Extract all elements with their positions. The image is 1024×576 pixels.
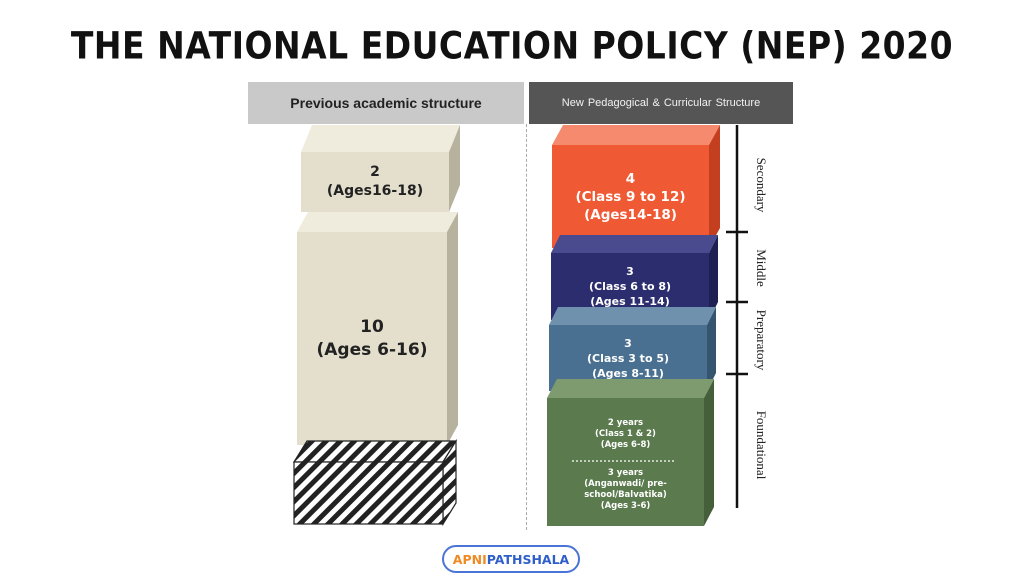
- secondary-ages: (Ages14-18): [584, 206, 677, 223]
- foundational-lower-line2: school/Balvatika): [584, 490, 667, 500]
- foundational-lower-ages: (Ages 3-6): [600, 501, 651, 511]
- foundational-lower-label: [547, 464, 704, 516]
- foundational-upper-classes: (Class 1 & 2): [595, 428, 656, 439]
- brand-part1: APNI: [452, 551, 487, 567]
- preparatory-years: 3: [624, 336, 632, 350]
- foundational-upper-ages: (Ages 6-8): [600, 439, 651, 450]
- foundational-lower-years: 3 years: [607, 468, 644, 478]
- old-block-2-label: [301, 152, 449, 212]
- stage-label-preparatory: Preparatory: [754, 309, 769, 371]
- middle-ages: (Ages 11-14): [590, 295, 670, 308]
- secondary-classes: (Class 9 to 12): [575, 188, 686, 205]
- brand-part2: PATHSHALA: [486, 551, 570, 567]
- previous-structure-header-label: Previous academic structure: [290, 95, 482, 111]
- middle-block-label: [551, 253, 709, 320]
- stage-label-secondary: Secondary: [754, 157, 769, 213]
- middle-classes: (Class 6 to 8): [588, 280, 672, 293]
- old-block-2-years: 2: [370, 164, 380, 180]
- page-title: THE NATIONAL EDUCATION POLICY (NEP) 2020: [70, 23, 954, 68]
- secondary-block-label: [552, 145, 709, 248]
- preparatory-classes: (Class 3 to 5): [586, 351, 670, 365]
- foundational-lower-line1: (Anganwadi/ pre-: [584, 479, 667, 489]
- apni-pathshala-logo: [442, 545, 580, 573]
- foundational-upper-years: 2 years: [607, 417, 644, 428]
- old-block-10-label: [297, 232, 447, 445]
- stage-label-middle: Middle: [754, 249, 769, 287]
- old-block-10-ages: (Ages 6-16): [316, 339, 428, 360]
- middle-years: 3: [626, 265, 634, 278]
- preparatory-ages: (Ages 8-11): [592, 366, 664, 380]
- hatched-base-block: [294, 441, 456, 524]
- old-block-2-ages: (Ages16-18): [326, 183, 424, 199]
- stage-axis: [726, 125, 748, 508]
- preparatory-block-label: [549, 325, 707, 391]
- stage-label-foundational: Foundational: [754, 410, 769, 480]
- old-block-10-years: 10: [360, 316, 384, 337]
- secondary-years: 4: [625, 170, 636, 187]
- foundational-upper-label: [547, 412, 704, 456]
- new-structure-header-label: New Pedagogical & Curricular Structure: [561, 97, 761, 109]
